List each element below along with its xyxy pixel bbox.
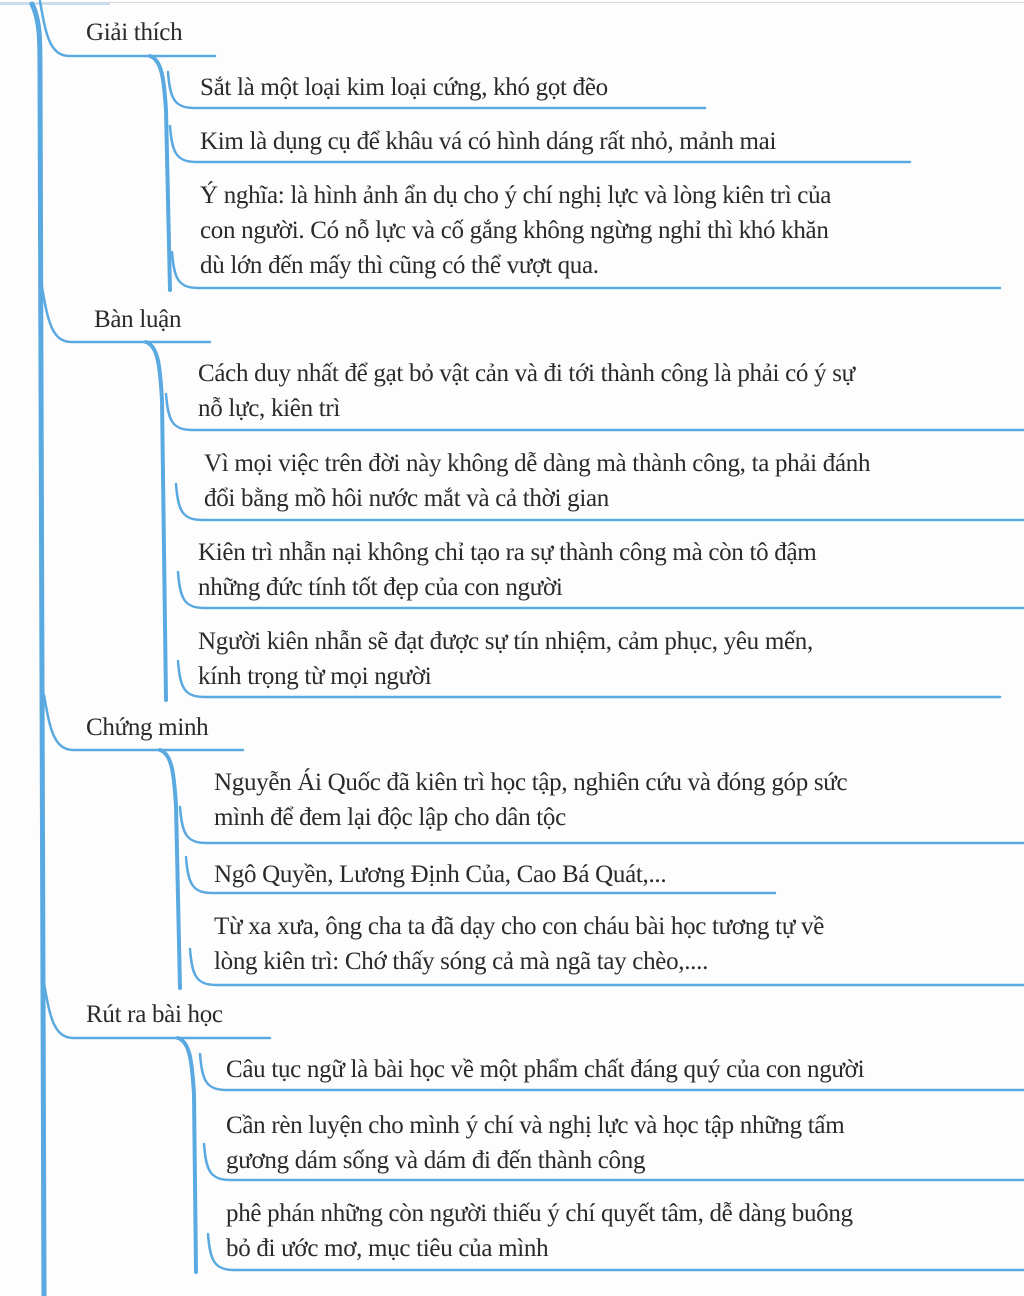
leaf-line: Từ xa xưa, ông cha ta đã dạy cho con cháu bài học tương tự về [214,913,825,940]
leaf-line: nỗ lực, kiên trì [198,395,341,422]
leaf-node[interactable] [200,124,776,159]
leaf-line: những đức tính tốt đẹp của con người [198,574,563,601]
leaf-line: dù lớn đến mấy thì cũng có thể vượt qua. [200,252,599,279]
leaf-node[interactable] [226,1196,853,1266]
leaf-line: Ngô Quyền, Lương Định Của, Cao Bá Quát,... [214,861,667,888]
leaf-line: con người. Có nỗ lực và cố gắng không ngừng nghỉ thì khó khăn [200,217,829,244]
leaf-line: Nguyễn Ái Quốc đã kiên trì học tập, nghiên cứu và đóng góp sức [214,769,848,796]
subcategory-branch [146,342,166,700]
trunk-branch [32,4,44,1296]
category-ban-luan[interactable]: Bàn luận [94,306,182,333]
subcategory-branch [160,750,180,988]
category-rut-ra-bai-hoc[interactable]: Rút ra bài học [86,1001,223,1028]
leaf-line: Người kiên nhẫn sẽ đạt được sự tín nhiệm, cảm phục, yêu mến, [198,628,813,655]
leaf-line: gương dám sống và dám đi đến thành công [226,1147,646,1174]
leaf-line: mình để đem lại độc lập cho dân tộc [214,804,566,831]
leaf-node[interactable] [226,1052,864,1087]
subcategory-branch [178,1038,196,1272]
category-giai-thich[interactable]: Giải thích [86,19,183,46]
leaf-node[interactable] [198,356,855,426]
root-connector [0,3,110,5]
leaf-node[interactable] [198,624,813,694]
leaf-line: Cách duy nhất để gạt bỏ vật cản và đi tới thành công là phải có ý sự [198,360,855,387]
leaf-node[interactable] [214,857,666,892]
top-divider [0,2,1024,3]
leaf-line: Vì mọi việc trên đời này không dễ dàng mà thành công, ta phải đánh [204,450,871,477]
leaf-line: kính trọng từ mọi người [198,663,432,690]
leaf-node[interactable] [200,70,608,105]
leaf-node[interactable] [204,446,870,516]
leaf-line: đổi bằng mồ hôi nước mắt và cả thời gian [204,485,609,512]
leaf-line: Ý nghĩa: là hình ảnh ẩn dụ cho ý chí nghị lực và lòng kiên trì của [200,182,832,209]
leaf-node[interactable] [226,1108,844,1178]
leaf-line: bỏ đi ước mơ, mục tiêu của mình [226,1235,549,1262]
leaf-node[interactable] [214,909,824,979]
leaf-line: lòng kiên trì: Chớ thấy sóng cả mà ngã tay chèo,.... [214,948,709,975]
leaf-line: Kim là dụng cụ để khâu vá có hình dáng rất nhỏ, mảnh mai [200,128,777,155]
leaf-line: phê phán những còn người thiếu ý chí quyết tâm, dễ dàng buông [226,1200,853,1227]
leaf-node[interactable] [200,178,831,283]
leaf-line: Câu tục ngữ là bài học về một phẩm chất đáng quý của con người [226,1056,865,1083]
category-chung-minh[interactable]: Chứng minh [86,714,209,741]
leaf-line: Cần rèn luyện cho mình ý chí và nghị lực và học tập những tấm [226,1112,845,1139]
leaf-node[interactable] [198,535,816,605]
subcategory-branch [150,56,170,290]
leaf-node[interactable] [214,765,847,835]
leaf-line: Sắt là một loại kim loại cứng, khó gọt đẽo [200,74,608,101]
leaf-line: Kiên trì nhẫn nại không chỉ tạo ra sự thành công mà còn tô đậm [198,539,817,566]
